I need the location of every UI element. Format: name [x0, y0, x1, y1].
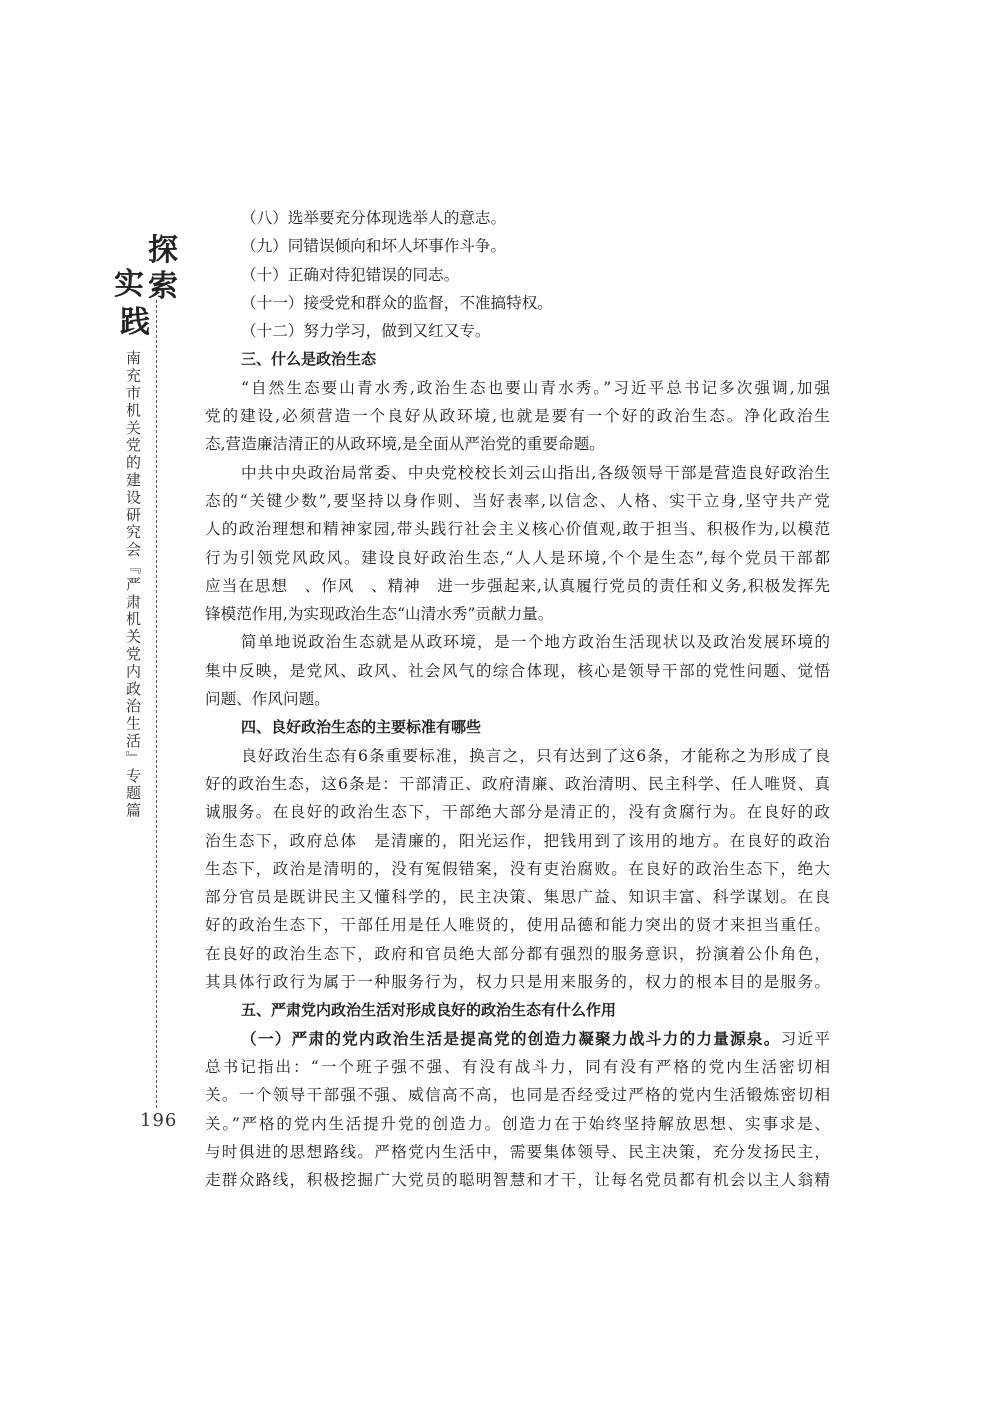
- bold-lead-sentence: （一）严肃的党内政治生活是提高党的创造力凝聚力战斗力的力量源泉。: [241, 1029, 781, 1048]
- text-line: 诚服务。在良好的政治生态下，干部绝大部分是清正的，没有贪腐行为。在良好的政: [205, 803, 830, 822]
- sidebar-series-title: 南充市机关党的建设研究会『严肃机关党内政治生活』专题篇: [124, 350, 142, 820]
- section-heading: 四、良好政治生态的主要标准有哪些: [241, 718, 482, 737]
- text-line: “自然生态要山青水秀,政治生态也要山青水秀。”习近平总书记多次强调,加强: [241, 378, 830, 397]
- section-logo: [108, 233, 188, 346]
- text-line: 生态下，政治是清明的，没有冤假错案，没有吏治腐败。在良好的政治生态下，绝大: [205, 859, 830, 878]
- logo-char-jian: 践: [120, 305, 150, 340]
- text-line: 党的建设,必须营造一个良好从政环境,也就是要有一个好的政治生态。净化政治生: [205, 407, 830, 426]
- text-line: （九）同错误倾向和坏人坏事作斗争。: [241, 237, 507, 256]
- text-line: 人的政治理想和精神家园,带头践行社会主义核心价值观,敢于担当、积极作为,以模范: [205, 520, 830, 539]
- section-heading: 三、什么是政治生态: [241, 350, 377, 369]
- text-line: （十一）接受党和群众的监督，不准搞特权。: [241, 293, 553, 312]
- text-line: [205, 1025, 830, 1053]
- text-line: 在良好的政治生态下，政府和官员绝大部分都有强烈的服务意识，扮演着公仆角色，: [205, 944, 830, 963]
- text-line: 中共中央政治局常委、中央党校校长刘云山指出,各级领导干部是营造良好政治生: [241, 463, 830, 482]
- text-line: 部分官员是既讲民主又懂科学的，民主决策、集思广益、知识丰富、科学谋划。在良: [205, 888, 830, 907]
- text-line: 走群众路线，积极挖掘广大党员的聪明智慧和才干，让每名党员都有机会以主人翁精: [205, 1171, 830, 1190]
- text-line: 问题、作风问题。: [205, 690, 330, 709]
- text-line: 总书记指出：“一个班子强不强、有没有战斗力，同有没有严格的党内生活密切相: [205, 1057, 830, 1076]
- margin-divider: [156, 300, 157, 1108]
- logo-char-shi: 实: [114, 267, 144, 302]
- text-line: 良好政治生态有6条重要标准，换言之，只有达到了这6条，才能称之为形成了良: [241, 746, 830, 765]
- text-line: 好的政治生态下，干部任用是任人唯贤的，使用品德和能力突出的贤才来担当重任。: [205, 916, 830, 935]
- text-line: 锋模范作用,为实现政治生态“山清水秀”贡献力量。: [205, 605, 554, 624]
- text-line: （十）正确对待犯错误的同志。: [241, 265, 460, 284]
- text-line-tail: 习近平: [780, 1029, 830, 1048]
- text-line: 行为引领党风政风。建设良好政治生态,“人人是环境,个个是生态”,每个党员干部都: [205, 548, 830, 567]
- text-line: 关。一个领导干部强不强、威信高不高，也同是否经受过严格的党内生活锻炼密切相: [205, 1086, 830, 1105]
- page-number: 196: [140, 1110, 178, 1131]
- logo-char-suo: 索: [148, 269, 178, 304]
- text-line: 治生态下，政府总体 是清廉的，阳光运作，把钱用到了该用的地方。在良好的政治: [205, 831, 830, 850]
- text-line: （八）选举要充分体现选举人的意志。: [241, 209, 507, 227]
- text-line: 态,营造廉洁清正的从政环境,是全面从严治党的重要命题。: [205, 435, 605, 454]
- text-line: （十二）努力学习，做到又红又专。: [241, 322, 491, 341]
- text-line: 集中反映，是党风、政风、社会风气的综合体现，核心是领导干部的党性问题、觉悟: [205, 661, 830, 680]
- text-line: 好的政治生态，这6条是：干部清正、政府清廉、政治清明、民主科学、任人唯贤、真: [205, 774, 830, 793]
- logo-char-tan: 探: [148, 233, 178, 268]
- section-heading: 五、严肃党内政治生活对形成良好的政治生态有什么作用: [241, 1001, 617, 1020]
- text-line: 态的“关键少数”,要坚持以身作则、当好表率,以信念、人格、实干立身,坚守共产党: [205, 491, 830, 510]
- text-line: 其具体行政行为属于一种服务行为，权力只是用来服务的，权力的根本目的是服务。: [205, 973, 830, 992]
- text-line: 简单地说政治生态就是从政环境，是一个地方政治生活现状以及政治发展环境的: [241, 633, 830, 652]
- body-text: [205, 204, 830, 1194]
- text-line: 应当在思想 、作风 、精神 进一步强起来,认真履行党员的责任和义务,积极发挥先: [205, 576, 830, 595]
- text-line: 与时俱进的思想路线。严格党内生活中，需要集体领导、民主决策，充分发扬民主，: [205, 1142, 830, 1161]
- text-line: 关。”严格的党内生活提升党的创造力。创造力在于始终坚持解放思想、实事求是、: [205, 1114, 830, 1133]
